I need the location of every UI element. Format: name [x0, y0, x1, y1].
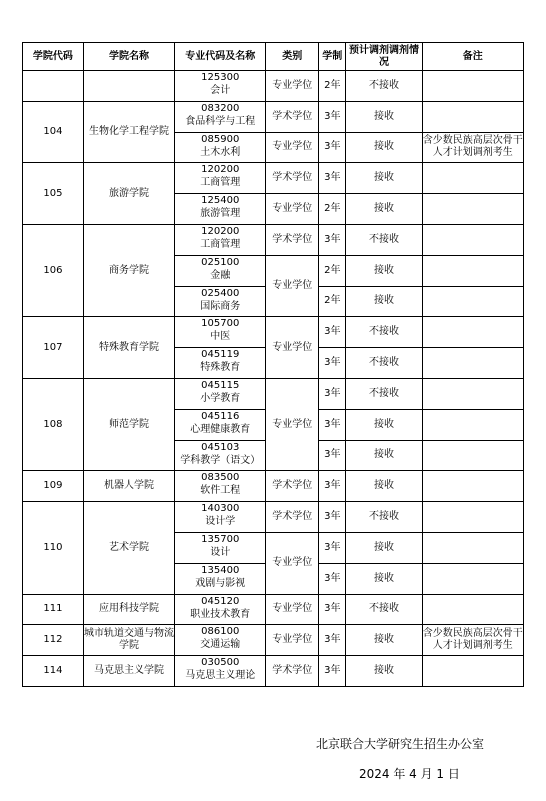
remark [422, 378, 523, 409]
study-years: 3年 [319, 163, 346, 194]
adjust-status: 不接收 [346, 502, 422, 533]
degree-type: 学术学位 [266, 502, 319, 533]
major-name: 设计 [210, 546, 231, 558]
table-row [23, 101, 524, 132]
degree-type: 学术学位 [266, 656, 319, 687]
major-name: 学科教学（语文） [180, 454, 261, 466]
major-cell [175, 255, 266, 286]
adjustment-table [22, 42, 524, 687]
major-code: 120200 [201, 225, 240, 237]
adjust-status: 接收 [346, 163, 422, 194]
major-name: 特殊教育 [200, 362, 241, 374]
header-college-name: 学院名称 [83, 43, 174, 71]
major-cell [175, 317, 266, 348]
remark: 含少数民族高层次骨干人才计划调剂考生 [422, 625, 523, 656]
remark [422, 317, 523, 348]
study-years: 3年 [319, 378, 346, 409]
adjust-status: 不接收 [346, 594, 422, 625]
major-name: 戏剧与影视 [195, 577, 246, 589]
major-cell [175, 194, 266, 225]
study-years: 3年 [319, 625, 346, 656]
college-name: 应用科技学院 [83, 594, 174, 625]
header-college-code: 学院代码 [23, 43, 84, 71]
college-name: 马克思主义学院 [83, 656, 174, 687]
college-code: 105 [23, 163, 84, 225]
major-name: 小学教育 [200, 392, 241, 404]
adjust-status: 接收 [346, 471, 422, 502]
remark [422, 656, 523, 687]
college-code [23, 71, 84, 102]
study-years: 2年 [319, 194, 346, 225]
remark [422, 71, 523, 102]
degree-type: 专业学位 [266, 317, 319, 379]
major-cell [175, 286, 266, 317]
adjust-status: 接收 [346, 563, 422, 594]
table-row [23, 71, 524, 102]
college-code: 111 [23, 594, 84, 625]
degree-type: 专业学位 [266, 378, 319, 470]
major-name: 工商管理 [200, 238, 241, 250]
date-signature: 2024 年 4 月 1 日 [359, 767, 460, 781]
major-name: 工商管理 [200, 177, 241, 189]
college-name: 生物化学工程学院 [83, 101, 174, 163]
remark [422, 563, 523, 594]
remark [422, 286, 523, 317]
college-name: 师范学院 [83, 378, 174, 470]
adjust-status: 接收 [346, 656, 422, 687]
remark [422, 440, 523, 471]
college-code: 109 [23, 471, 84, 502]
major-cell [175, 71, 266, 102]
adjust-status: 接收 [346, 101, 422, 132]
major-code: 025400 [201, 287, 240, 299]
major-code: 105700 [201, 318, 240, 330]
major-cell [175, 656, 266, 687]
major-name: 金融 [210, 269, 231, 281]
major-name: 职业技术教育 [190, 608, 251, 620]
major-cell [175, 502, 266, 533]
remark [422, 194, 523, 225]
study-years: 3年 [319, 594, 346, 625]
study-years: 3年 [319, 471, 346, 502]
major-code: 045116 [201, 410, 240, 422]
adjust-status: 接收 [346, 440, 422, 471]
major-cell [175, 348, 266, 379]
table-row [23, 471, 524, 502]
adjust-status: 接收 [346, 255, 422, 286]
remark [422, 255, 523, 286]
remark [422, 409, 523, 440]
study-years: 3年 [319, 101, 346, 132]
study-years: 3年 [319, 502, 346, 533]
study-years: 3年 [319, 224, 346, 255]
study-years: 2年 [319, 286, 346, 317]
major-cell [175, 132, 266, 163]
major-code: 086100 [201, 626, 240, 638]
study-years: 2年 [319, 71, 346, 102]
table-header-row [23, 43, 524, 71]
remark [422, 348, 523, 379]
degree-type: 专业学位 [266, 625, 319, 656]
major-name: 会计 [210, 85, 231, 96]
major-cell [175, 563, 266, 594]
table-row [23, 502, 524, 533]
major-cell [175, 625, 266, 656]
major-name: 中医 [210, 331, 231, 343]
degree-type: 专业学位 [266, 194, 319, 225]
college-name: 特殊教育学院 [83, 317, 174, 379]
table-row [23, 378, 524, 409]
major-name: 心理健康教育 [190, 423, 251, 435]
remark [422, 224, 523, 255]
adjust-status: 接收 [346, 409, 422, 440]
adjust-status: 不接收 [346, 71, 422, 102]
study-years: 3年 [319, 532, 346, 563]
degree-type: 学术学位 [266, 101, 319, 132]
major-code: 140300 [201, 503, 240, 515]
remark [422, 502, 523, 533]
adjust-status: 接收 [346, 532, 422, 563]
study-years: 3年 [319, 348, 346, 379]
college-code: 104 [23, 101, 84, 163]
college-code: 107 [23, 317, 84, 379]
remark [422, 471, 523, 502]
table-row [23, 224, 524, 255]
study-years: 3年 [319, 563, 346, 594]
adjust-status: 接收 [346, 194, 422, 225]
header-type: 类别 [266, 43, 319, 71]
college-name [83, 71, 174, 102]
major-code: 083500 [201, 472, 240, 484]
major-name: 旅游管理 [200, 208, 241, 220]
study-years: 3年 [319, 317, 346, 348]
college-code: 112 [23, 625, 84, 656]
major-name: 交通运输 [200, 639, 241, 651]
study-years: 3年 [319, 440, 346, 471]
study-years: 3年 [319, 656, 346, 687]
major-code: 083200 [201, 102, 240, 114]
major-cell [175, 224, 266, 255]
degree-type: 专业学位 [266, 255, 319, 317]
degree-type: 专业学位 [266, 532, 319, 594]
college-code: 114 [23, 656, 84, 687]
degree-type: 学术学位 [266, 224, 319, 255]
college-name: 商务学院 [83, 224, 174, 316]
major-code: 045119 [201, 349, 240, 361]
remark [422, 594, 523, 625]
study-years: 3年 [319, 132, 346, 163]
study-years: 2年 [319, 255, 346, 286]
office-signature: 北京联合大学研究生招生办公室 [316, 737, 485, 751]
college-code: 110 [23, 502, 84, 594]
college-code: 106 [23, 224, 84, 316]
major-code: 135400 [201, 564, 240, 576]
major-cell [175, 378, 266, 409]
major-code: 045120 [201, 595, 240, 607]
major-name: 马克思主义理论 [185, 670, 256, 682]
major-cell [175, 532, 266, 563]
adjust-status: 不接收 [346, 224, 422, 255]
adjust-status: 接收 [346, 625, 422, 656]
remark [422, 532, 523, 563]
remark: 含少数民族高层次骨干人才计划调剂考生 [422, 132, 523, 163]
major-name: 食品科学与工程 [185, 115, 256, 127]
major-cell [175, 101, 266, 132]
table-body [23, 71, 524, 687]
major-code: 030500 [201, 657, 240, 669]
table-row [23, 656, 524, 687]
major-name: 土木水利 [200, 146, 241, 158]
major-cell [175, 409, 266, 440]
major-code: 120200 [201, 164, 240, 176]
degree-type: 学术学位 [266, 163, 319, 194]
major-name: 设计学 [205, 516, 236, 528]
major-code: 125300 [201, 72, 240, 83]
major-code: 085900 [201, 133, 240, 145]
table-row [23, 163, 524, 194]
study-years: 3年 [319, 409, 346, 440]
college-name: 城市轨道交通与物流学院 [83, 625, 174, 656]
remark [422, 101, 523, 132]
adjust-status: 不接收 [346, 317, 422, 348]
major-code: 135700 [201, 533, 240, 545]
major-cell [175, 163, 266, 194]
table-row [23, 317, 524, 348]
remark [422, 163, 523, 194]
header-status: 预计调剂调剂情况 [346, 43, 422, 71]
degree-type: 学术学位 [266, 471, 319, 502]
major-name: 软件工程 [200, 485, 241, 497]
header-notes: 备注 [422, 43, 523, 71]
table-row [23, 625, 524, 656]
major-name: 国际商务 [200, 300, 241, 312]
college-code: 108 [23, 378, 84, 470]
header-years: 学制 [319, 43, 346, 71]
table-row [23, 594, 524, 625]
major-code: 045115 [201, 379, 240, 391]
adjust-status: 不接收 [346, 348, 422, 379]
major-cell [175, 594, 266, 625]
major-cell [175, 440, 266, 471]
degree-type: 专业学位 [266, 594, 319, 625]
major-code: 125400 [201, 195, 240, 207]
college-name: 机器人学院 [83, 471, 174, 502]
header-major: 专业代码及名称 [175, 43, 266, 71]
adjust-status: 接收 [346, 132, 422, 163]
adjust-status: 不接收 [346, 378, 422, 409]
major-code: 025100 [201, 256, 240, 268]
major-cell [175, 471, 266, 502]
degree-type: 专业学位 [266, 71, 319, 102]
major-code: 045103 [201, 441, 240, 453]
degree-type: 专业学位 [266, 132, 319, 163]
college-name: 艺术学院 [83, 502, 174, 594]
adjust-status: 接收 [346, 286, 422, 317]
college-name: 旅游学院 [83, 163, 174, 225]
